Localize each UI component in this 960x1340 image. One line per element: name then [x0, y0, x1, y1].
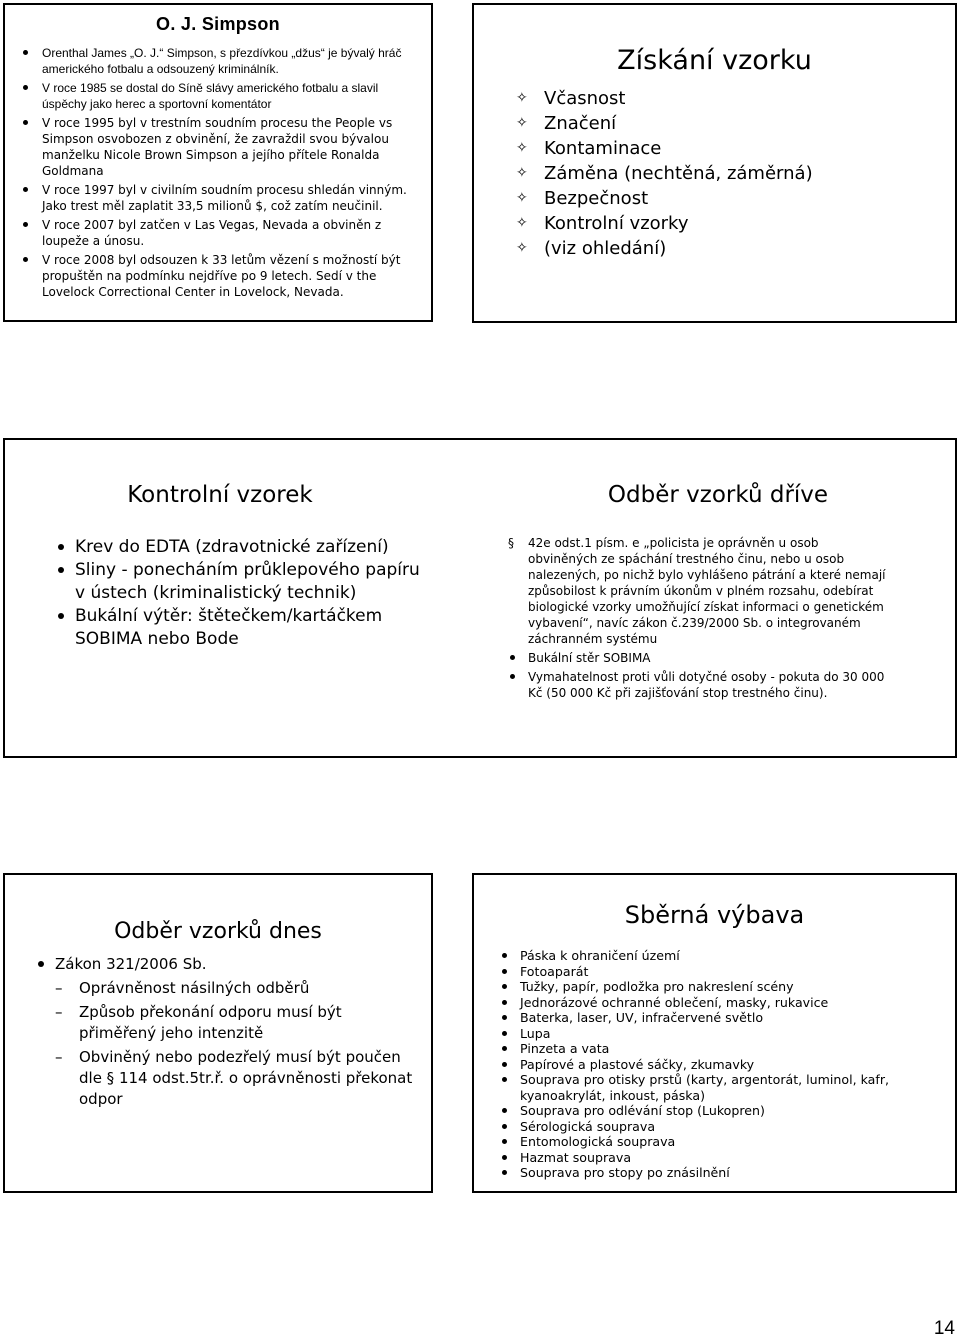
sub-list-item: – Způsob překonání odporu musí být přiměřený jeho intenzitě — [79, 1002, 421, 1044]
list-item: Hazmat souprava — [520, 1150, 945, 1166]
list-item: Bukální výtěr: štětečkem/kartáčkem SOBIMA nebo Bode — [75, 605, 420, 651]
list-item: Bukální stěr SOBIMA — [528, 650, 888, 666]
list-item-text: Zákon 321/2006 Sb. — [55, 955, 207, 973]
list-item: V roce 1997 byl v civilním soudním procesu shledán vinným. Jako trest měl zaplatit 33,5 milionů $, což zatím neučinil. — [42, 182, 421, 214]
list-item: ✧ Kontrolní vzorky — [544, 211, 955, 236]
list-item: Orenthal James „O. J.“ Simpson, s přezdívkou „džus“ je bývalý hráč amerického fotbalu a odsouzený kriminálník. — [42, 45, 421, 77]
list-item: V roce 2008 byl odsouzen k 33 letům vězení s možností být propuštěn na podmínku nejdříve po 9 letech. Sedí v the Lovelock Correctional Center in Lovelock, Nevada. — [42, 252, 421, 300]
list-item: Fotoaparát — [520, 964, 945, 980]
list-item: V roce 1985 se dostal do Síně slávy amerického fotbalu a slavil úspěchy jako herec a sportovní komentátor — [42, 80, 421, 112]
slide-kontrolni-vzorek — [3, 438, 957, 758]
bullet-list-left — [75, 536, 420, 651]
list-item: Sliny - ponecháním průklepového papíru v ústech (kriminalistický technik) — [75, 560, 420, 603]
slide-oj-simpson — [3, 3, 433, 322]
list-item: Souprava pro otisky prstů (karty, argentorát, luminol, kafr, kyanoakrylát, inkoust, páska) — [520, 1072, 945, 1103]
bullet-list — [55, 954, 421, 1110]
list-item: ✧ Včasnost — [544, 86, 955, 111]
list-item: Souprava pro odlévání stop (Lukopren) — [520, 1103, 945, 1119]
bullet-list — [42, 45, 421, 300]
page-number: 14 — [933, 1318, 955, 1339]
list-item: ✧ Záměna (nechtěná, záměrná) — [544, 161, 955, 186]
list-item: Baterka, laser, UV, infračervené světlo — [520, 1010, 945, 1026]
list-item: Sérologická souprava — [520, 1119, 945, 1135]
bullet-list — [520, 948, 945, 1181]
slide-title-left: Kontrolní vzorek — [127, 482, 313, 508]
list-item — [55, 954, 421, 1110]
list-item: V roce 2007 byl zatčen v Las Vegas, Nevada a obviněn z loupeže a únosu. — [42, 217, 421, 249]
slide-title: Sběrná výbava — [624, 901, 805, 929]
sub-list-item: – Obviněný nebo podezřelý musí být poučen dle § 114 odst.5tr.ř. o oprávněnosti překonat odpor — [79, 1047, 421, 1110]
slide-ziskani-vzorku — [472, 3, 957, 323]
list-item: V roce 1995 byl v trestním soudním procesu the People vs Simpson osvobozen z obvinění, že zavraždil svou bývalou manželku Nicole Brown Simpson a jejího přítele Ronalda Goldmana — [42, 115, 421, 179]
list-item: Entomologická souprava — [520, 1134, 945, 1150]
list-item: Lupa — [520, 1026, 945, 1042]
slide-title-right: Odběr vzorků dříve — [607, 482, 829, 508]
list-item: ✧ Bezpečnost — [544, 186, 955, 211]
bullet-list — [544, 86, 955, 261]
sub-list — [79, 978, 421, 1110]
slide-title: O. J. Simpson — [156, 14, 280, 34]
slide-title: Odběr vzorků dnes — [114, 919, 322, 944]
list-item: Souprava pro stopy po znásilnění — [520, 1165, 945, 1181]
list-item: ✧ Značení — [544, 111, 955, 136]
list-item: Krev do EDTA (zdravotnické zařízení) — [75, 536, 420, 559]
slide-odber-vzorku-dnes — [3, 873, 433, 1193]
slide-title: Získání vzorku — [617, 45, 812, 76]
bullet-list-right — [528, 535, 888, 704]
list-item: Papírové a plastové sáčky, zkumavky — [520, 1057, 945, 1073]
list-item: § 42e odst.1 písm. e „policista je oprávněn u osob obviněných ze spáchání trestného činu, nebo u osob nalezených, po nichž bylo vyhlášeno pátrání a které nemají způsobilost k právním úkonům v plném rozsahu, odebírat biologické vzorky umožňující získat informaci o genetickém vybavení“, navíc zákon č.239/2000 Sb. o integrovaném záchranném systému — [528, 535, 888, 647]
list-item: Vymahatelnost proti vůli dotyčné osoby - pokuta do 30 000 Kč (50 000 Kč při zajišťování stop trestného činu). — [528, 669, 888, 701]
list-item: Páska k ohraničení území — [520, 948, 945, 964]
list-item: ✧ Kontaminace — [544, 136, 955, 161]
sub-list-item: – Oprávněnost násilných odběrů — [79, 978, 421, 999]
slide-sberna-vybava — [472, 873, 957, 1193]
list-item: Jednorázové ochranné oblečení, masky, rukavice — [520, 995, 945, 1011]
list-item: ✧ (viz ohledání) — [544, 236, 955, 261]
list-item: Pinzeta a vata — [520, 1041, 945, 1057]
list-item: Tužky, papír, podložka pro nakreslení scény — [520, 979, 945, 995]
